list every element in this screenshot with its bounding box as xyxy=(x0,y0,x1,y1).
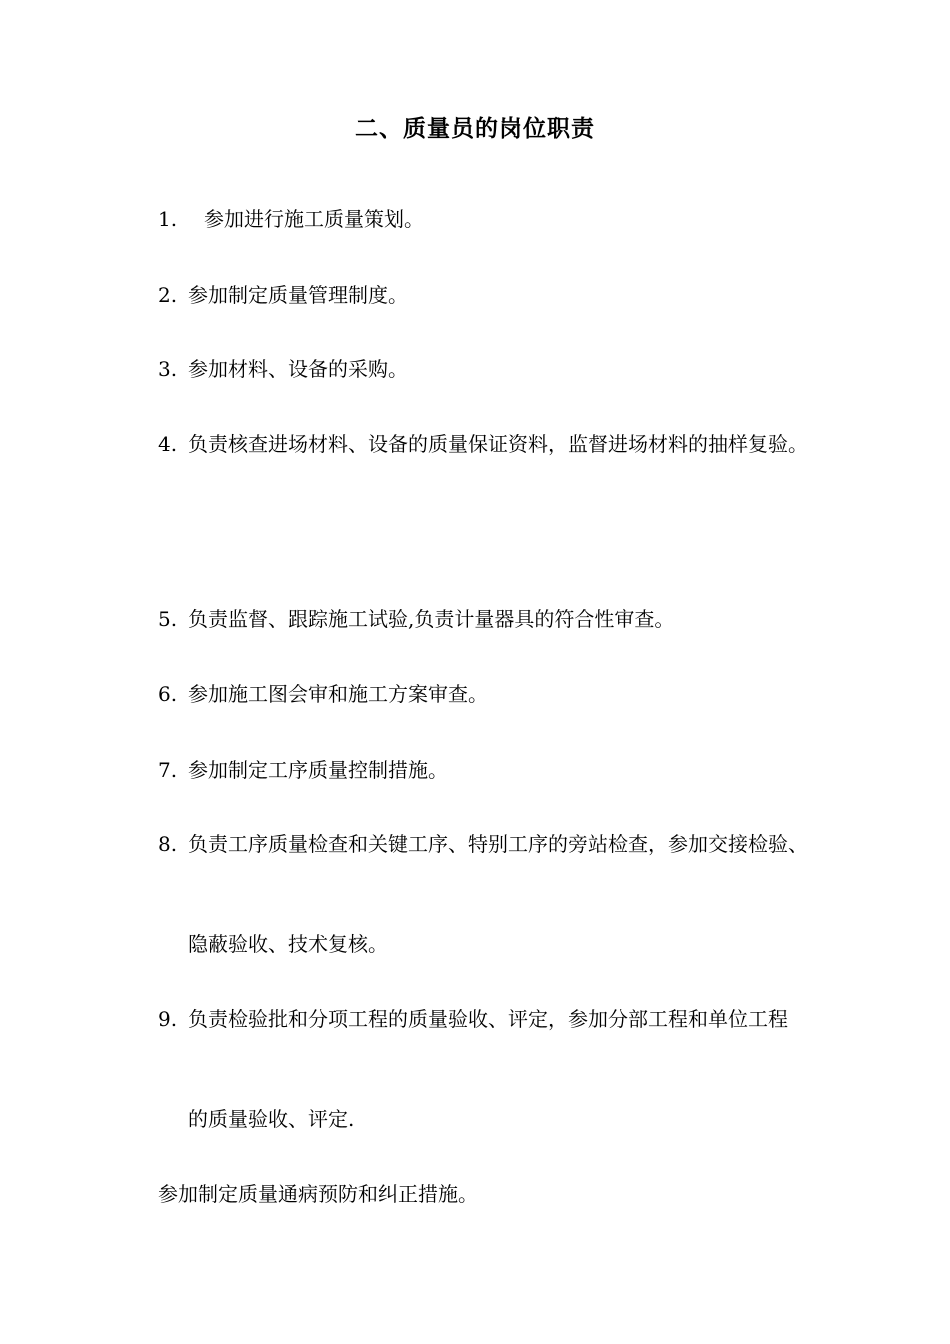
list-item-text: 参加施工图会审和施工方案审查。 xyxy=(188,682,488,706)
list-item-6 xyxy=(158,680,488,708)
list-item-text: 参加制定工序质量控制措施。 xyxy=(188,758,448,782)
list-item-text: 负责检验批和分项工程的质量验收、评定，参加分部工程和单位工程 xyxy=(188,1007,788,1031)
final-line: 参加制定质量通病预防和纠正措施。 xyxy=(158,1182,478,1206)
list-item-1 xyxy=(158,205,424,233)
list-item-number: 3. xyxy=(158,357,178,381)
list-item-4 xyxy=(158,430,808,458)
list-item-number: 1. xyxy=(158,207,178,231)
list-item-number: 8. xyxy=(158,832,178,856)
list-item-9-continuation: 的质量验收、评定. xyxy=(188,1107,355,1131)
list-item-5 xyxy=(158,605,674,633)
list-item-text: 参加材料、设备的采购。 xyxy=(188,357,408,381)
list-item-text: 负责监督、跟踪施工试验,负责计量器具的符合性审查。 xyxy=(188,607,675,631)
list-item-3 xyxy=(158,355,408,383)
list-item-number: 6. xyxy=(158,682,178,706)
list-item-number: 7. xyxy=(158,758,178,782)
list-item-2 xyxy=(158,281,408,309)
list-item-number: 2. xyxy=(158,283,178,307)
list-item-number: 5. xyxy=(158,607,178,631)
list-item-7 xyxy=(158,756,448,784)
list-item-text: 负责核查进场材料、设备的质量保证资料，监督进场材料的抽样复验。 xyxy=(188,432,808,456)
list-item-text: 参加制定质量管理制度。 xyxy=(188,283,408,307)
list-item-number: 9. xyxy=(158,1007,178,1031)
list-item-8 xyxy=(158,830,808,858)
list-item-8-continuation: 隐蔽验收、技术复核。 xyxy=(188,932,388,956)
list-item-number: 4. xyxy=(158,432,178,456)
list-item-9 xyxy=(158,1005,788,1033)
list-item-text: 负责工序质量检查和关键工序、特别工序的旁站检查，参加交接检验、 xyxy=(188,832,808,856)
document-title: 二、质量员的岗位职责 xyxy=(355,116,595,142)
list-item-text: 参加进行施工质量策划。 xyxy=(204,207,424,231)
